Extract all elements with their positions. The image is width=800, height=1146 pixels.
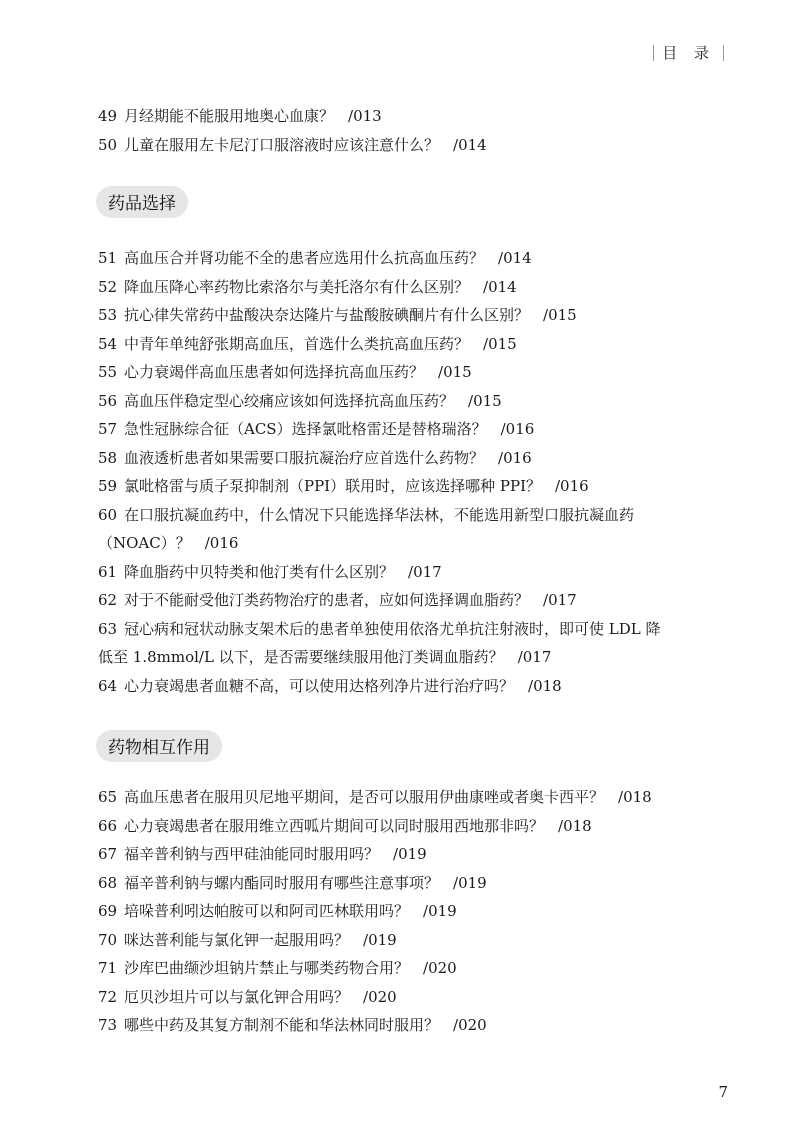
- entry-number: 67: [98, 845, 118, 863]
- entry-page: /014: [453, 135, 487, 154]
- entry-title: 月经期能不能服用地奥心血康？: [124, 107, 335, 125]
- toc-entry[interactable]: [98, 501, 738, 530]
- entry-page: /015: [483, 334, 517, 353]
- toc-entry[interactable]: [98, 812, 738, 841]
- toc-entry[interactable]: [98, 415, 738, 444]
- entry-page: /020: [363, 987, 397, 1006]
- entry-page: /019: [423, 902, 457, 920]
- entry-number: 72: [98, 987, 118, 1006]
- entry-page: /019: [453, 873, 487, 892]
- entry-title: 高血压患者在服用贝尼地平期间，是否可以服用伊曲康唑或者奥卡西平？: [124, 788, 605, 806]
- entry-number: 66: [98, 816, 118, 835]
- entry-number: 49: [98, 107, 118, 125]
- entry-title: 对于不能耐受他汀类药物治疗的患者，应如何选择调血脂药？: [124, 591, 530, 609]
- entry-title: 心力衰竭伴高血压患者如何选择抗高血压药？: [124, 363, 425, 381]
- entry-number: 53: [98, 306, 118, 324]
- entry-number: 58: [98, 448, 118, 467]
- entry-title: 厄贝沙坦片可以与氯化钾合用吗？: [124, 987, 350, 1006]
- entry-number: 52: [98, 277, 118, 296]
- toc-entry[interactable]: [98, 472, 738, 501]
- entry-number: 50: [98, 135, 118, 154]
- toc-entry[interactable]: [98, 672, 738, 701]
- toc-entry[interactable]: [98, 273, 738, 302]
- toc-entry-continuation[interactable]: [98, 529, 738, 558]
- entry-number: 55: [98, 363, 118, 381]
- entry-page: /016: [555, 477, 589, 495]
- header-divider-right: [723, 45, 724, 61]
- entry-title: 沙库巴曲缬沙坦钠片禁止与哪类药物合用？: [124, 959, 410, 977]
- toc-entry[interactable]: [98, 1011, 738, 1040]
- entry-number: 54: [98, 334, 118, 353]
- entry-title: 心力衰竭患者在服用维立西呱片期间可以同时服用西地那非吗？: [124, 816, 545, 835]
- entry-title: 在口服抗凝血药中，什么情况下只能选择华法林，不能选用新型口服抗凝血药: [124, 505, 635, 524]
- toc-entry[interactable]: [98, 926, 738, 955]
- toc-entry[interactable]: [98, 444, 738, 473]
- entry-number: 59: [98, 477, 118, 495]
- entry-number: 69: [98, 902, 118, 920]
- entry-title: 高血压合并肾功能不全的患者应选用什么抗高血压药？: [124, 249, 485, 267]
- entry-page: /016: [498, 448, 532, 467]
- toc-entry[interactable]: [98, 301, 738, 330]
- entry-number: 70: [98, 930, 118, 949]
- toc-entry[interactable]: [98, 558, 738, 587]
- entry-number: 56: [98, 391, 118, 410]
- entry-title: 儿童在服用左卡尼汀口服溶液时应该注意什么？: [124, 135, 440, 154]
- toc-entry[interactable]: [98, 783, 738, 812]
- entry-page: /019: [363, 930, 397, 949]
- entry-page: /019: [393, 845, 427, 863]
- entry-page: /016: [204, 534, 239, 552]
- entry-number: 63: [98, 619, 118, 638]
- toc-entry[interactable]: [98, 387, 738, 416]
- section-heading-drug-selection: 药品选择: [96, 186, 188, 218]
- toc-group-2: [98, 244, 738, 700]
- toc-entry[interactable]: [98, 586, 738, 615]
- entry-title: 急性冠脉综合征（ACS）选择氯吡格雷还是替格瑞洛？: [124, 420, 487, 438]
- entry-page: /014: [483, 277, 517, 296]
- toc-entry[interactable]: [98, 897, 738, 926]
- entry-page: /017: [517, 648, 552, 666]
- entry-number: 68: [98, 873, 118, 892]
- toc-entry[interactable]: [98, 330, 738, 359]
- entry-title: 福辛普利钠与西甲硅油能同时服用吗？: [124, 845, 380, 863]
- entry-title: 哪些中药及其复方制剂不能和华法林同时服用？: [124, 1016, 440, 1034]
- entry-title: 咪达普利能与氯化钾一起服用吗？: [124, 930, 350, 949]
- toc-group-1: [98, 102, 738, 159]
- entry-number: 65: [98, 788, 118, 806]
- entry-title-continued: （NOAC）？: [98, 534, 191, 552]
- entry-title: 冠心病和冠状动脉支架术后的患者单独使用依洛尤单抗注射液时，即可使 LDL 降: [124, 619, 661, 638]
- toc-entry[interactable]: [98, 244, 738, 273]
- entry-number: 64: [98, 676, 118, 695]
- toc-entry[interactable]: [98, 358, 738, 387]
- entry-page: /020: [423, 959, 457, 977]
- entry-page: /018: [618, 788, 652, 806]
- entry-title: 降血压降心率药物比索洛尔与美托洛尔有什么区别？: [124, 277, 470, 296]
- entry-title: 血液透析患者如果需要口服抗凝治疗应首选什么药物？: [124, 448, 485, 467]
- entry-number: 60: [98, 505, 118, 524]
- entry-title: 氯吡格雷与质子泵抑制剂（PPI）联用时，应该选择哪种 PPI？: [124, 477, 541, 495]
- entry-number: 62: [98, 591, 118, 609]
- entry-page: /020: [453, 1016, 487, 1034]
- entry-page: /013: [348, 107, 382, 125]
- entry-page: /015: [543, 306, 577, 324]
- entry-title: 高血压伴稳定型心绞痛应该如何选择抗高血压药？: [124, 391, 455, 410]
- toc-entry[interactable]: [98, 615, 738, 644]
- entry-title: 降血脂药中贝特类和他汀类有什么区别？: [124, 562, 395, 581]
- entry-page: /015: [468, 391, 502, 410]
- toc-entry[interactable]: [98, 983, 738, 1012]
- toc-entry[interactable]: [98, 102, 738, 131]
- entry-number: 57: [98, 420, 118, 438]
- entry-page: /018: [528, 676, 562, 695]
- entry-title: 中青年单纯舒张期高血压，首选什么类抗高血压药？: [124, 334, 470, 353]
- entry-number: 71: [98, 959, 118, 977]
- toc-entry[interactable]: [98, 954, 738, 983]
- toc-entry[interactable]: [98, 869, 738, 898]
- page-number: 7: [718, 1083, 728, 1101]
- entry-number: 73: [98, 1016, 118, 1034]
- entry-title: 培哚普利吲达帕胺可以和阿司匹林联用吗？: [124, 902, 410, 920]
- entry-page: /015: [438, 363, 472, 381]
- header-divider-left: [653, 45, 654, 61]
- entry-page: /017: [543, 591, 577, 609]
- entry-page: /018: [558, 816, 592, 835]
- entry-title: 抗心律失常药中盐酸决奈达隆片与盐酸胺碘酮片有什么区别？: [124, 306, 530, 324]
- entry-title: 心力衰竭患者血糖不高，可以使用达格列净片进行治疗吗？: [124, 676, 515, 695]
- entry-number: 51: [98, 249, 118, 267]
- header-title: 目 录: [662, 44, 715, 62]
- section-heading-drug-interactions: 药物相互作用: [96, 730, 222, 762]
- entry-page: /014: [498, 249, 532, 267]
- running-header: [645, 42, 732, 63]
- toc-entry-continuation[interactable]: [98, 643, 738, 672]
- toc-entry[interactable]: [98, 131, 738, 160]
- entry-page: /016: [500, 420, 535, 438]
- entry-title-continued: 低至 1.8mmol/L 以下，是否需要继续服用他汀类调血脂药？: [98, 648, 504, 666]
- toc-group-3: [98, 783, 738, 1040]
- entry-number: 61: [98, 562, 118, 581]
- entry-title: 福辛普利钠与螺内酯同时服用有哪些注意事项？: [124, 873, 440, 892]
- entry-page: /017: [408, 562, 442, 581]
- toc-entry[interactable]: [98, 840, 738, 869]
